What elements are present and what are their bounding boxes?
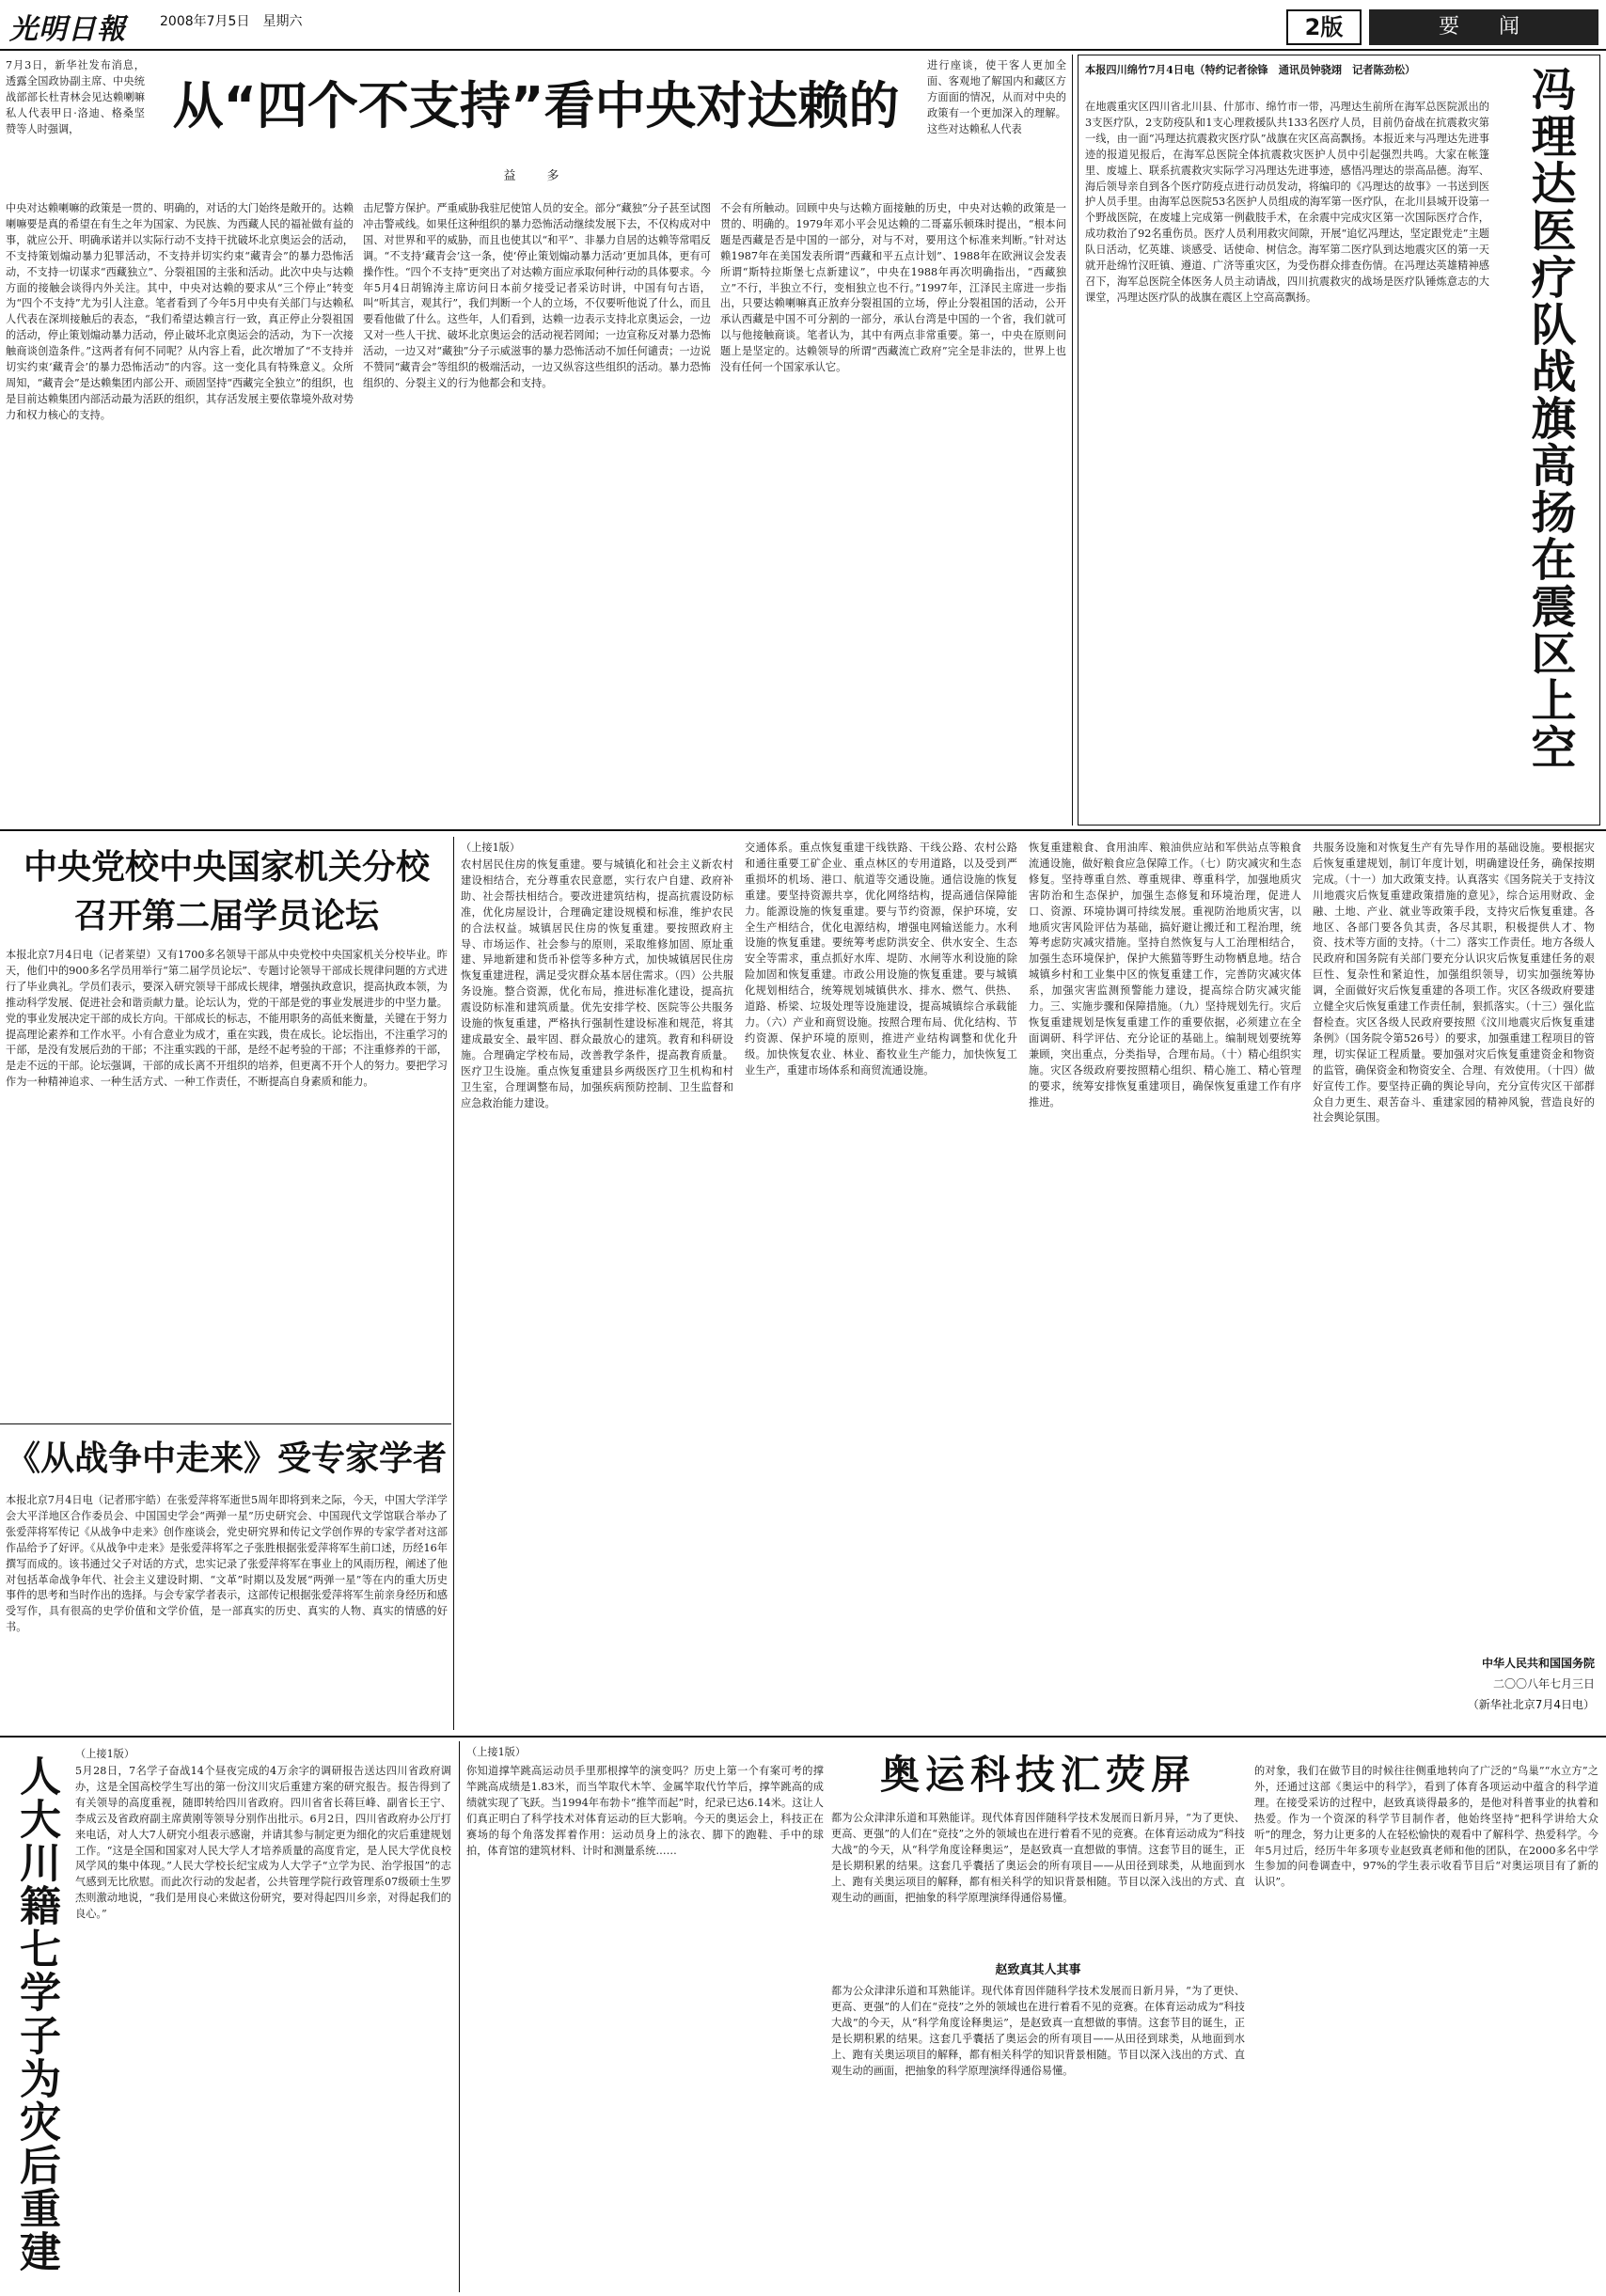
party-school-text: 本报北京7月4日电（记者莱望）又有1700多名领导干部从中央党校中央国家机关分校毕业。昨天，他们中的900多名学员用举行“第二届学员论坛”、专题讨论领导干部成长规律问题的方式进行了毕业典礼。学员们表示，要深入研究领导干部成长规律，增强执政意识，提高执政本领，为推动科学发展、促进社会和谐贡献力量。论坛认为，党的干部是党的事业发展进步的中坚力量。党的事业发展决定干部的成长方向。干部成长的标志，不能用职务的高低来衡量，关键在于努力提高理论素养和工作水平。小有合意业为成才，重在实践，贵在成长。论坛指出，不注重学习的干部，是没有发展后劲的干部；不注重实践的干部，是经不起考验的干部；不注重修养的干部，是走不远的干部。论坛强调，干部的成长离不开组织的培养，但更离不开个人的努力。要把学习作为一种精神追求、一种生活方式、一种工作责任，不断提高自身素质和能力。 [6,949,448,1089]
feng-byline: 本报四川绵竹7月4日电（特约记者徐锋 通讯员钟骁翊 记者陈劲松） [1085,63,1416,76]
plan-divider [453,837,454,1730]
party-school-headline-2: 召开第二届学员论坛 [73,897,379,936]
issue-date: 2008年7月5日 星期六 [160,14,303,29]
students-headline: 人大川籍七学子为灾后重建 [12,1754,60,2273]
upper-section-rule [0,829,1606,831]
lower-section-rule [0,1736,1606,1738]
olympic-col-2: 都为公众津津乐道和耳熟能详。现代体育因伴随科学技术发展而日新月异，“为了更快、更高、更强”的人们在“竞技”之外的领域也在进行着看不见的竞赛。在体育运动成为“科技大战”的今天，从“科学角度诠释奥运”，是赵致真一直想做的事情。这套节目的诞生，正是长期积累的结果。这套几乎囊括了奥运会的所有项目——从田径到球类，从地面到水上、跑有关奥运项目的解释，都有相关科学的知识背景相随。节目以深入浅出的方式、直观生动的画面，把抽象的科学原理演绎得通俗易懂。 [831,1812,1245,1904]
section-tag: 要 闻 [1369,9,1598,45]
olympic-col-1: 你知道撑竿跳高运动员手里那根撑竿的演变吗？历史上第一个有案可考的撑竿跳高成绩是1.83米，而当竿取代木竿、金属竿取代竹竿后，撑竿跳高的成绩就实现了飞跃。当1994年布勃卡“推竿而起”时，纪录已达6.14米。这让人们真正明白了科学技术对体育运动的巨大影响。今天的奥运会上，科技正在赛场的每个角落发挥着作用：运动员身上的泳衣、脚下的跑鞋、手中的球拍，体育馆的建筑材料、计时和测量系统…… [466,1765,824,1857]
plan-col-1: 农村居民住房的恢复重建。要与城镇化和社会主义新农村建设相结合，充分尊重农民意愿，实行农户自建、政府补助、社会帮扶相结合。要改进建筑结构，提高抗震设防标准，优化房屋设计，合理确定建设规模和标准，维护农民的合法权益。城镇居民住房的恢复重建。要按照政府主导、市场运作、社会参与的原则，采取维修加固、原址重建、异地新建和货币补偿等多种方式，加快城镇居民住房恢复重建进程，满足受灾群众基本居住需求。（四）公共服务设施。整合资源，优化布局，推进标准化建设，提高抗震设防标准和建筑质量。优先安排学校、医院等公共服务设施的恢复重建，严格执行强制性建设标准和规范，将其建成最安全、最牢固、群众最放心的建筑。教育和科研设施。合理确定学校布局，改善教学条件，提高教育质量。医疗卫生设施。重点恢复重建县乡两级医疗卫生机构和村卫生室，合理调整布局，加强疾病预防控制、卫生监督和应急救治能力建设。 [461,858,733,1109]
dalai-lead: 7月3日，新华社发布消息，透露全国政协副主席、中央统战部部长杜青林会见达赖喇嘛私人代表甲日·洛迪、格桑坚赞等人时强调， [6,59,145,135]
students-continuation: （上接1版） [75,1748,135,1760]
plan-col-4: 共服务设施和对恢复生产有先导作用的基础设施。要根据灾后恢复重建规划，制订年度计划，明确建设任务，确保按期完成。（十一）加大政策支持。认真落实《国务院关于支持汶川地震灾后恢复重建政策措施的意见》，综合运用财政、金融、土地、产业、就业等政策手段，支持灾后恢复重建。各地区、各部门要各负其责，各尽其职，积极提供人才、物资、技术等方面的支持。（十二）落实工作责任。地方各级人民政府和国务院有关部门要充分认识灾后恢复重建任务的艰巨性、复杂性和紧迫性，加强组织领导，切实加强统筹协调，全面做好灾后恢复重建的各项工作。灾区各级政府要建立健全灾后恢复重建工作责任制，狠抓落实。（十三）强化监督检查。灾区各级人民政府要按照《汶川地震灾后恢复重建条例》（国务院令第526号）的要求，加强重建工程项目的管理，切实保证工程质量。要加强对灾后恢复重建资金和物资的监管，确保资金和物资安全、合理、有效使用。（十四）做好宣传工作。要坚持正确的舆论导向，充分宣传灾区干部群众自力更生、艰苦奋斗、重建家园的精神风貌，营造良好的社会舆论氛围。 [1313,841,1595,1124]
plan-sign-org: 中华人民共和国国务院 [1481,1657,1595,1670]
students-divider [459,1741,460,2292]
dalai-col-3: 不会有所触动。回顾中央与达赖方面接触的历史，中央对达赖的政策是一贯的、明确的。1979年邓小平会见达赖的二哥嘉乐顿珠时提出，“根本问题是西藏是否是中国的一部分，对与不对，要用这个标准来判断。”针对达赖1987年在美国发表所谓“西藏和平五点计划”、1988年在欧洲议会发表所谓“斯特拉斯堡七点新建议”，中央在1988年再次明确指出，“西藏独立”不行，半独立不行，变相独立也不行。”1997年，江泽民主席进一步指出，只要达赖喇嘛真正放弃分裂祖国的立场，停止分裂祖国的活动，公开承认西藏是中国不可分割的一部分，承认台湾是中国的一个省，我们就可以与他接触商谈。笔者认为，其中有两点非常重要。第一，中央在原则问题上是坚定的。达赖领导的所谓“西藏流亡政府”完全是非法的，世界上也没有任何一个国家承认它。 [720,202,1066,374]
party-school-headline-1: 中央党校中央国家机关分校 [23,848,430,887]
masthead-rule [0,49,1606,51]
olympic-headline: 奥运科技汇荧屏 [879,1752,1196,1798]
plan-sign-date: 二〇〇八年七月三日 [1492,1677,1595,1691]
feng-headline: 冯理达医疗队战旗高扬在震区上空 [1523,66,1576,771]
plan-continuation: （上接1版） [461,841,521,854]
dalai-side-text: 进行座谈，使干客人更加全面、客观地了解国内和藏区方方面面的情况，从而对中央的政策有一个更加深入的理解。这些对达赖私人代表 [927,59,1066,135]
dalai-headline: 从“四个不支持”看中央对达赖的 [172,76,900,135]
olympic-continuation: （上接1版） [466,1746,527,1758]
plan-col-3: 恢复重建粮食、食用油库、粮油供应站和军供站点等粮食流通设施，做好粮食应急保障工作。（七）防灾减灾和生态修复。坚持尊重自然、尊重规律、尊重科学，加强地质灾害防治和生态保护，加强生态修复和环境治理，促进人口、资源、环境协调可持续发展。重视防治地质灾害，以地质灾害风险评估为基础，搞好避让搬迁和工程治理，统筹考虑防灾减灾措施。坚持自然恢复与人工治理相结合，加强生态环境保护，保护大熊猫等野生动物栖息地。结合城镇乡村和工业集中区的恢复重建工作，完善防灾减灾体系，加强灾害监测预警能力建设，提高综合防灾减灾能力。三、实施步骤和保障措施。（九）坚持规划先行。灾后恢复重建规划是恢复重建工作的重要依据，必须建立在全面调研、科学评估、充分论证的基础上。编制规划要统筹兼顾，突出重点，分类指导，合理布局。（十）精心组织实施。灾区各级政府要按照精心组织、精心施工、精心管理的要求，统筹安排恢复重建项目，确保恢复重建工作有序推进。 [1029,841,1301,1109]
feng-text: 在地震重灾区四川省北川县、什邡市、绵竹市一带，冯理达生前所在海军总医院派出的3支医疗队，2支防疫队和1支心理救援队共133名医疗人员，目前仍奋战在抗震救灾第一线，由一面“冯理达抗震救灾医疗队”战旗在灾区高高飘扬。本报近来与冯理达先进事迹的报道见报后，在海军总医院全体抗震救灾医护人员中引起强烈共鸣。大家在帐篷里、废墟上、联系抗震救灾实际学习冯理达先进事迹，感悟冯理达的崇高品德。海军、海后领导亲自到各个医疗防疫点进行动员发动，将编印的《冯理达的故事》一书送到医护人员手里。由海军总医院53名医护人员组成的海军第一医疗队，在北川县城开设第一个野战医院，在废墟上完成第一例截肢手术，在余震中完成灾区第一次国际医疗合作，成功救治了92名重伤员。医疗人员利用救灾间隙，开展“追忆冯理达，坚定跟党走”主题队日活动，忆英雄、谈感受、话使命、树信念。海军第二医疗队到达地震灾区的第一天就开赴绵竹汉旺镇、遵道、广济等重灾区，为受伤群众排查伤情。在冯理达英雄精神感召下，海军总医院全体医务人员主动请战，四川抗震救灾的战场是医疗队锤炼意志的大课堂，冯理达医疗队的战旗在震区上空高高飘扬。 [1085,101,1489,304]
plan-col-2: 交通体系。重点恢复重建干线铁路、干线公路、农村公路和通往重要工矿企业、重点林区的专用道路，以及受到严重损坏的机场、港口、航道等交通设施。通信设施的恢复重建。要坚持资源共享，优化网络结构，提高通信保障能力。能源设施的恢复重建。要与节约资源，保护环境，安全生产相结合，优化电源结构，增强电网输送能力。水利设施的恢复重建。要统筹考虑防洪安全、供水安全、生态安全等需求，重点抓好水库、堤防、水闸等水利设施的除险加固和恢复重建。市政公用设施的恢复重建。要与城镇化规划相结合，统筹规划城镇供水、排水、燃气、供热、道路、桥梁、垃圾处理等设施建设，提高城镇综合承载能力。（六）产业和商贸设施。按照合理布局、优化结构、节约资源、保护环境的原则，推进产业结构调整和优化升级。加快恢复农业、林业、畜牧业生产能力，加快恢复工业生产，重建市场体系和商贸流通设施。 [745,841,1017,1077]
olympic-col-3: 的对象，我们在做节目的时候往往侧重地转向了广泛的“鸟巢”“水立方”之外，还通过这部《奥运中的科学》，看到了体育各项运动中蕴含的科学道理。在接受采访的过程中，赵致真谈得最多的，是他对科普事业的执着和热爱。作为一个资深的科学节目制作者，他始终坚持“把科学讲给大众听”的理念，努力让更多的人在轻松愉快的观看中了解科学、热爱科学。今年5月过后，经历牛年多项专业赵致真老师和他的团队，在2000多名中学生参加的问卷调查中，97%的学生表示收看节目后“对奥运项目有了新的认识”。 [1254,1765,1598,1889]
dalai-col-1: 中央对达赖喇嘛的政策是一贯的、明确的，对话的大门始终是敞开的。达赖喇嘛要是真的希望在有生之年为国家、为民族、为西藏人民的福祉做有益的事，就应公开、明确承诺并以实际行动不支持干扰破坏北京奥运会的活动，不支持策划煽动暴力犯罪活动，不支持并切实约束“藏青会”的暴力恐怖活动，不支持一切谋求“西藏独立”、分裂祖国的主张和活动。此次中央与达赖方面的接触会谈得内外关注。其中，中央对达赖的要求从“三个停止”转变为“四个不支持”尤为引人注意。笔者看到了今年5月中央有关部门与达赖私人代表在深圳接触后的表态，“我们希望达赖言行一致，真正停止分裂祖国的活动，停止策划煽动暴力活动，停止破坏北京奥运会的活动，为下一次接触商谈创造条件。”这两者有何不同呢？从内容上看，此次增加了“不支持并切实约束‘藏青会’的暴力恐怖活动”的内容。这一变化具有特殊意义。众所周知，“藏青会”是达赖集团内部公开、顽固坚持“西藏完全独立”的组织，也是目前达赖集团内部活动最为活跃的组织，其存活发展主要依靠境外敌对势力和权力核心的支持。 [6,202,354,421]
plan-sign-source: （新华社北京7月4日电） [1467,1698,1595,1711]
olympic-col-2b: 都为公众津津乐道和耳熟能详。现代体育因伴随科学技术发展而日新月异，“为了更快、更高、更强”的人们在“竞技”之外的领域也在进行着看不见的竞赛。在体育运动成为“科技大战”的今天，从“科学角度诠释奥运”，是赵致真一直想做的事情。这套节目的诞生，正是长期积累的结果。这套几乎囊括了奥运会的所有项目——从田径到球类，从地面到水上、跑有关奥运项目的解释，都有相关科学的知识背景相随。节目以深入浅出的方式、直观生动的画面，把抽象的科学原理演绎得通俗易懂。 [831,1985,1245,2077]
students-text: 5月28日，7名学子奋战14个昼夜完成的4万余字的调研报告送达四川省政府调办，这是全国高校学生写出的第一份汶川灾后重建方案的研究报告。报告得到了有关领导的高度重视，随即转给四川省政府。四川省省长蒋巨峰、副省长王宁、李成云及省政府副主席黄刚等领导分别作出批示。6月2日，四川省政府办公厅打来电话，对人大7人研究小组表示感谢，并请其参与制定更为细化的灾后重建规划工作。“这是全国和国家对人民大学人才培养质量的高度肯定，是人民大学优良校风学风的集中体现。”人民大学校长纪宝成为人大学子“立学为民、治学报国”的志气感到无比欣慰。而此次行动的发起者，公共管理学院行政管理系07级硕士生罗杰则激动地说，“我们是用良心来做这份研究，要对得起四川乡亲，对得起我们的良心。” [75,1765,451,1921]
dalai-col-2: 击尼警方保护。严重威胁我驻尼使馆人员的安全。部分“藏独”分子甚至试图冲击警戒线。如果任这种组织的暴力恐怖活动继续发展下去，不仅构成对中国、对世界和平的威胁，而且也使其以“和平”、非暴力自居的达赖等常唱反调。“不支持‘藏青会’这一条，使‘停止策划煽动暴力活动’更加具体，更有可操作性。“四个不支持”更突出了对达赖方面应承取何种行动的具体要求。今年5月4日胡锦涛主席访问日本前夕接受记者采访时讲，中国有句古语，叫“听其言，观其行”，我们判断一个人的立场，不仅要听他说了什么，而且要看他做了什么。这些年，人们看到，达赖一边表示支持北京奥运会，一边又对一些人干扰、破坏北京奥运会的活动视若罔闻；一边宣称反对暴力恐怖活动，一边又对“藏独”分子示威滋事的暴力恐怖活动不加任何谴责；一边说不赞同“藏青会”等组织的极端活动，一边又纵容这些组织的活动。暴力恐怖组织的、分裂主义的行为他都会和支持。 [363,202,711,389]
page-number: 2版 [1286,9,1362,45]
war-book-headline: 《从战争中走来》受专家学者 [6,1439,447,1478]
olympic-subheading: 赵致真其人其事 [995,1963,1081,1977]
dalai-byline: 益 多 [503,169,569,183]
newspaper-logo: 光明日報 [9,13,126,43]
party-school-rule [0,1423,451,1424]
war-book-text: 本报北京7月4日电（记者邢宇皓）在张爱萍将军逝世5周年即将到来之际，今天，中国大学洋学会大平洋地区合作委员会、中国国史学会“两弹一星”历史研究会、中国现代文学馆联合举办了张爱萍将军传记《从战争中走来》创作座谈会，党史研究界和传记文学创作界的专家学者对这部作品给予了好评。《从战争中走来》是张爱萍将军之子张胜根据张爱萍将军生前口述，历经16年撰写而成的。该书通过父子对话的方式，忠实记录了张爱萍将军在事业上的风雨历程，阐述了他对包括革命战争年代、社会主义建设时期、“文革”时期以及发展“两弹一星”等在内的重大历史事件的思考和当时作出的选择。与会专家学者表示，这部传记根据张爱萍将军生前亲身经历和感受写作，具有很高的史学价值和文学价值，是一部真实的历史、真实的人物、真实的情感的好书。 [6,1494,448,1634]
dalai-divider [1072,55,1073,826]
